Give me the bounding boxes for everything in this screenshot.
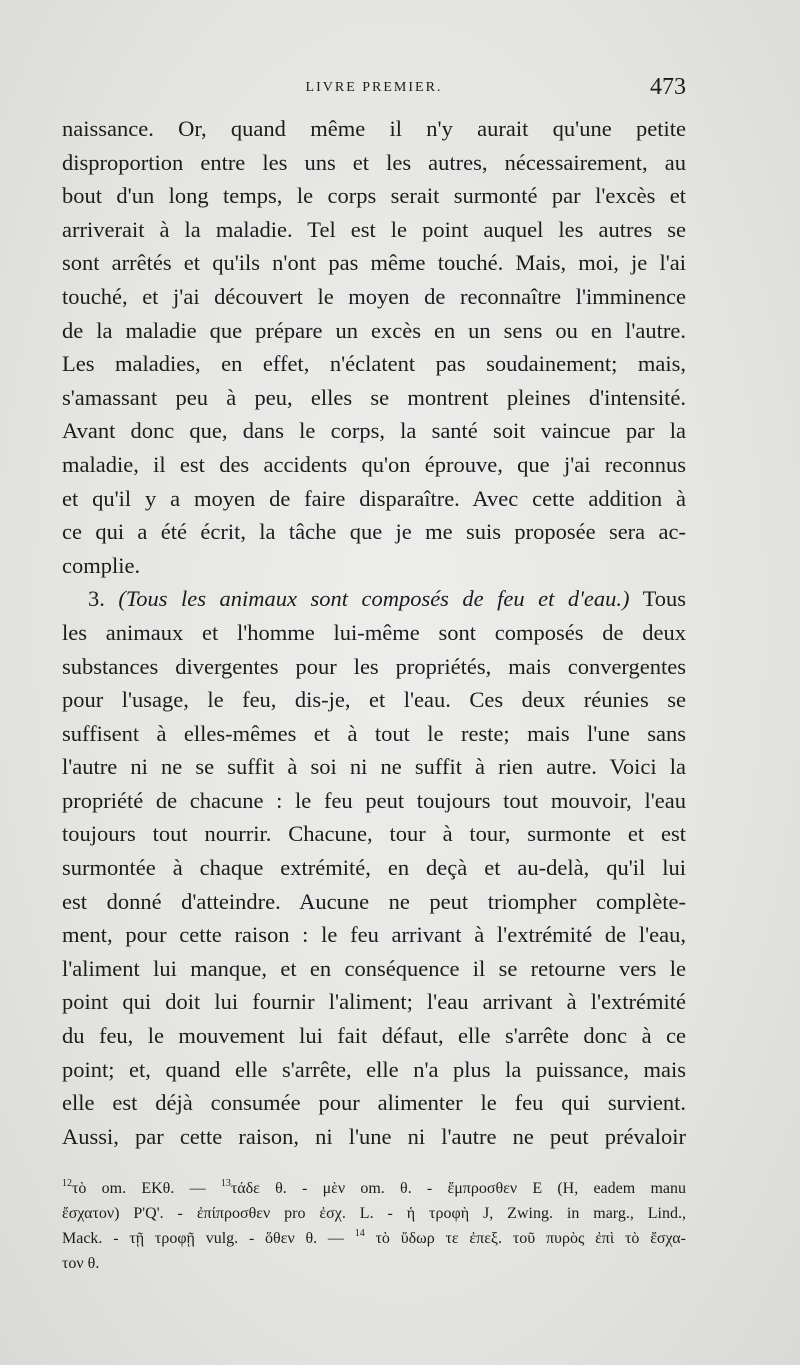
footnote-text: Mack. - τῇ τροφῇ vulg. - ὅθεν θ. —	[62, 1230, 355, 1247]
footnote-line	[62, 1176, 686, 1201]
text-line: les animaux et l'homme lui-même sont composés de deux	[62, 619, 686, 645]
text-line: Avant donc que, dans le corps, la santé soit vaincue par la	[62, 418, 686, 444]
footnote-marker: 13	[220, 1178, 231, 1189]
text-line: elle est déjà consumée pour alimenter le feu qui survient.	[62, 1090, 686, 1116]
footnote-line	[62, 1226, 686, 1251]
text-line: s'amassant peu à peu, elles se montrent pleines d'intensité.	[62, 384, 686, 410]
text-line: Les maladies, en effet, n'éclatent pas soudainement; mais,	[62, 351, 686, 377]
page-number: 473	[650, 74, 686, 100]
text-line: arriverait à la maladie. Tel est le point auquel les autres se	[62, 216, 686, 242]
text-line: Aussi, par cette raison, ni l'une ni l'autre ne peut prévaloir	[62, 1123, 686, 1149]
body-text	[62, 112, 686, 1153]
text-line: complie.	[62, 552, 141, 578]
text-line: point qui doit lui fournir l'aliment; l'eau arrivant à l'extrémité	[62, 989, 686, 1015]
text-line: du feu, le mouvement lui fait défaut, elle s'arrête donc à ce	[62, 1023, 686, 1049]
footnote-marker: 12	[62, 1178, 72, 1189]
text-line: surmontée à chaque extrémité, en deçà et au-delà, qu'il lui	[62, 855, 686, 881]
footnote-line: τον θ.	[62, 1255, 100, 1272]
text-line: est donné d'atteindre. Aucune ne peut triompher complète-	[62, 888, 686, 914]
section-number: 3.	[88, 586, 105, 612]
text-line: propriété de chacune : le feu peut toujours tout mouvoir, l'eau	[62, 787, 686, 813]
section-heading-line	[62, 582, 686, 616]
text-line: touché, et j'ai découvert le moyen de reconnaître l'imminence	[62, 283, 686, 309]
text-line: suffisent à elles-mêmes et à tout le reste; mais l'une sans	[62, 720, 686, 746]
text-line: toujours tout nourrir. Chacune, tour à tour, surmonte et est	[62, 821, 686, 847]
footnotes	[62, 1176, 686, 1276]
text-line: point; et, quand elle s'arrête, elle n'a plus la puissance, mais	[62, 1056, 686, 1082]
text-line: sont arrêtés et qu'ils n'ont pas même touché. Mais, moi, je l'ai	[62, 250, 686, 276]
footnote-line: ἔσχατον) P'Q'. - ἐπίπροσθεν pro ἐσχ. L. - ἡ τροφὴ J, Zwing. in marg., Lind.,	[62, 1205, 686, 1222]
footnote-text: τὸ ὕδωρ τε ἐπεξ. τοῦ πυρὸς ἐπὶ τὸ ἔσχα-	[364, 1230, 686, 1247]
page-header	[62, 74, 686, 104]
text-line: pour l'usage, le feu, dis-je, et l'eau. Ces deux réunies se	[62, 687, 686, 713]
text-line: disproportion entre les uns et les autres, nécessairement, au	[62, 149, 686, 175]
text-line: ment, pour cette raison : le feu arrivant à l'extrémité de l'eau,	[62, 922, 686, 948]
text-line: l'autre ni ne se suffit à soi ni ne suffit à rien autre. Voici la	[62, 754, 686, 780]
section-title: (Tous les animaux sont composés de feu et d'eau.)	[118, 586, 630, 612]
text-line: substances divergentes pour les propriétés, mais convergentes	[62, 653, 686, 679]
footnote-text: τάδε θ. - μὲν om. θ. - ἔμπροσθεν E (H, eadem manu	[230, 1180, 686, 1197]
text-line: et qu'il y a moyen de faire disparaître. Avec cette addition à	[62, 485, 686, 511]
text-line: l'aliment lui manque, et en conséquence il se retourne vers le	[62, 955, 686, 981]
text-line: bout d'un long temps, le corps serait surmonté par l'excès et	[62, 183, 686, 209]
footnote-text: τὸ om. EKθ. —	[72, 1180, 221, 1197]
footnote-marker: 14	[354, 1228, 365, 1239]
text-line: de la maladie que prépare un excès en un sens ou en l'autre.	[62, 317, 686, 343]
text-line: ce qui a été écrit, la tâche que je me suis proposée sera ac-	[62, 519, 686, 545]
text-line: naissance. Or, quand même il n'y aurait qu'une petite	[62, 116, 686, 141]
text-line: maladie, il est des accidents qu'on éprouve, que j'ai reconnus	[62, 451, 686, 477]
text-line: Tous	[642, 586, 686, 612]
running-title: LIVRE PREMIER.	[305, 80, 443, 95]
